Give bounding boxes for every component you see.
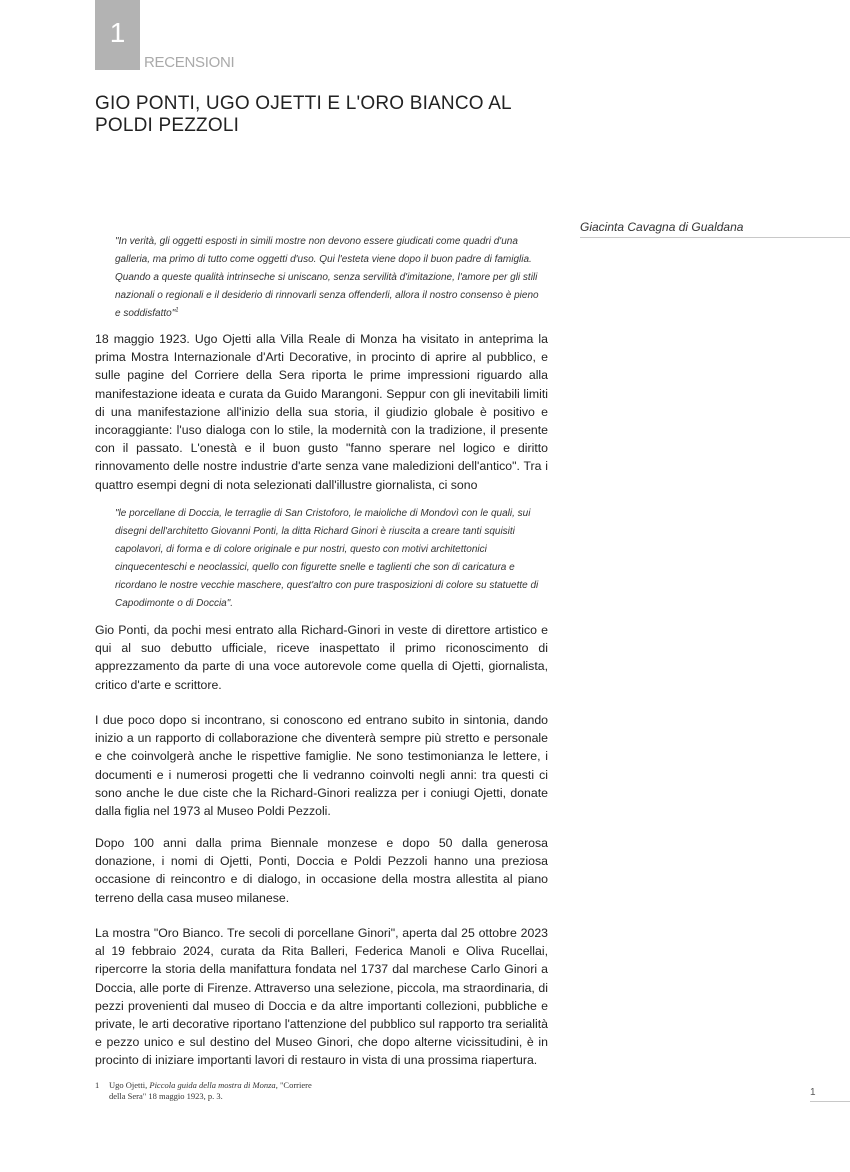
section-number: 1 [109, 17, 126, 48]
epigraph-quote-text: "In verità, gli oggetti esposti in simili mostre non devono essere giudicati come quadri d'una galleria, ma primo di tutto come oggetti d'uso. Qui l'esteta viene dopo il buon padre di famiglia. Quando a queste qualità intrinseche si uniscano, senza servilità d'imitazione, l'amore per gli stili nazionali o regionali e il desiderio di rinnovarli senza offenderli, allora il nostro consenso è pieno e soddisfatto" [115, 236, 539, 319]
paragraph-4: Dopo 100 anni dalla prima Biennale monzese e dopo 50 dalla generosa donazione, i nomi di Ojetti, Ponti, Doccia e Poldi Pezzoli hanno una preziosa occasione di reincontro e di dialogo, in occasione della mostra allestita al piano terreno della casa museo milanese. [95, 836, 548, 905]
paragraph-3: I due poco dopo si incontrano, si conoscono ed entrano subito in sintonia, dando inizio a un rapporto di collaborazione che diventerà sempre più stretto e personale e che coinvolgerà anche le rispettive famiglie. Ne sono testimonianza le lettere, i documenti e i numerosi progetti che li vedranno coinvolti negli anni: tra questi ci sono anche le due ciste che la Richard-Ginori realizza per i coniugi Ojetti, donate dalla figlia nel 1973 al Museo Poldi Pezzoli. [95, 713, 548, 819]
section-label: RECENSIONI [144, 54, 235, 71]
article-title: GIO PONTI, UGO OJETTI E L'ORO BIANCO AL POLDI PEZZOLI [95, 93, 512, 136]
footnote-rest: , "Corriere della Sera" 18 maggio 1923, p. 3. [109, 1080, 312, 1101]
block-quote: "le porcellane di Doccia, le terraglie di San Cristoforo, le maioliche di Mondovì con le quali, sui disegni dell'architetto Giovanni Ponti, la ditta Richard Ginori è riuscita a creare tanti squisiti capolavori, di forma e di colore originale e pur nostri, questo con motivi architettonici cinquecenteschi e neoclassici, quello con figurette snelle e taglienti che son di caricatura e ricordano le nostre vecchie maschere, quest'altro con pure trasposizioni di colore su statuette di Capodimonte o di Doccia". [115, 508, 539, 609]
footnote-author: Ugo Ojetti, [109, 1080, 148, 1090]
footnote [95, 1080, 355, 1102]
author-name: Giacinta Cavagna di Gualdana [580, 220, 850, 238]
paragraph-5: La mostra "Oro Bianco. Tre secoli di porcellane Ginori", aperta dal 25 ottobre 2023 al 19 febbraio 2024, curata da Rita Balleri, Federica Manoli e Oliva Rucellai, ripercorre la storia della manifattura fondata nel 1737 dal marchese Carlo Ginori a Doccia, alle porte di Firenze. Attraverso una selezione, piccola, ma straordinaria, di pezzi provenienti dal museo di Doccia e da altre importanti collezioni, pubbliche e private, le arti decorative riportano l'attenzione del pubblico sul rapporto tra serialità e pezzo unico e sul destino del Museo Ginori, che dopo alterne vicissitudini, è in procinto di iniziare importanti lavori di restauro in vista di una prossima riapertura. [95, 926, 548, 1068]
footnote-number: 1 [95, 1080, 100, 1090]
paragraph-1: 18 maggio 1923. Ugo Ojetti alla Villa Reale di Monza ha visitato in anteprima la prima Mostra Internazionale d'Arti Decorative, in procinto di aprire al pubblico, e sulle pagine del Corriere della Sera riporta le prime impressioni riguardo alla manifestazione ideata e curata da Guido Marangoni. Seppur con gli inevitabili limiti di una manifestazione all'inizio della sua storia, il giudizio globale è positivo e incoraggiante: l'uso dialoga con lo stile, la modernità con la tradizione, il presente con il passato. L'onestà e il buon gusto "fanno sperare nel logico e diritto rinnovamento delle nostre industrie d'arte senza vane maledizioni dell'antico". Tra i quattro esempi degni di nota selezionati dall'illustre giornalista, ci sono [95, 332, 548, 492]
paragraph-2: Gio Ponti, da pochi mesi entrato alla Richard-Ginori in veste di direttore artistico e qui al suo debutto ufficiale, riceve inaspettato il primo riconoscimento di apprezzamento da parte di una voce autorevole come quella di Ojetti, giornalista, critico d'arte e scrittore. [95, 623, 548, 692]
footnote-body [109, 1080, 319, 1102]
page-number: 1 [810, 1087, 850, 1102]
footnote-work: Piccola guida della mostra di Monza [149, 1080, 276, 1090]
footnote-ref: 1 [175, 307, 179, 314]
section-number-box [95, 0, 140, 70]
epigraph-quote [115, 233, 545, 323]
